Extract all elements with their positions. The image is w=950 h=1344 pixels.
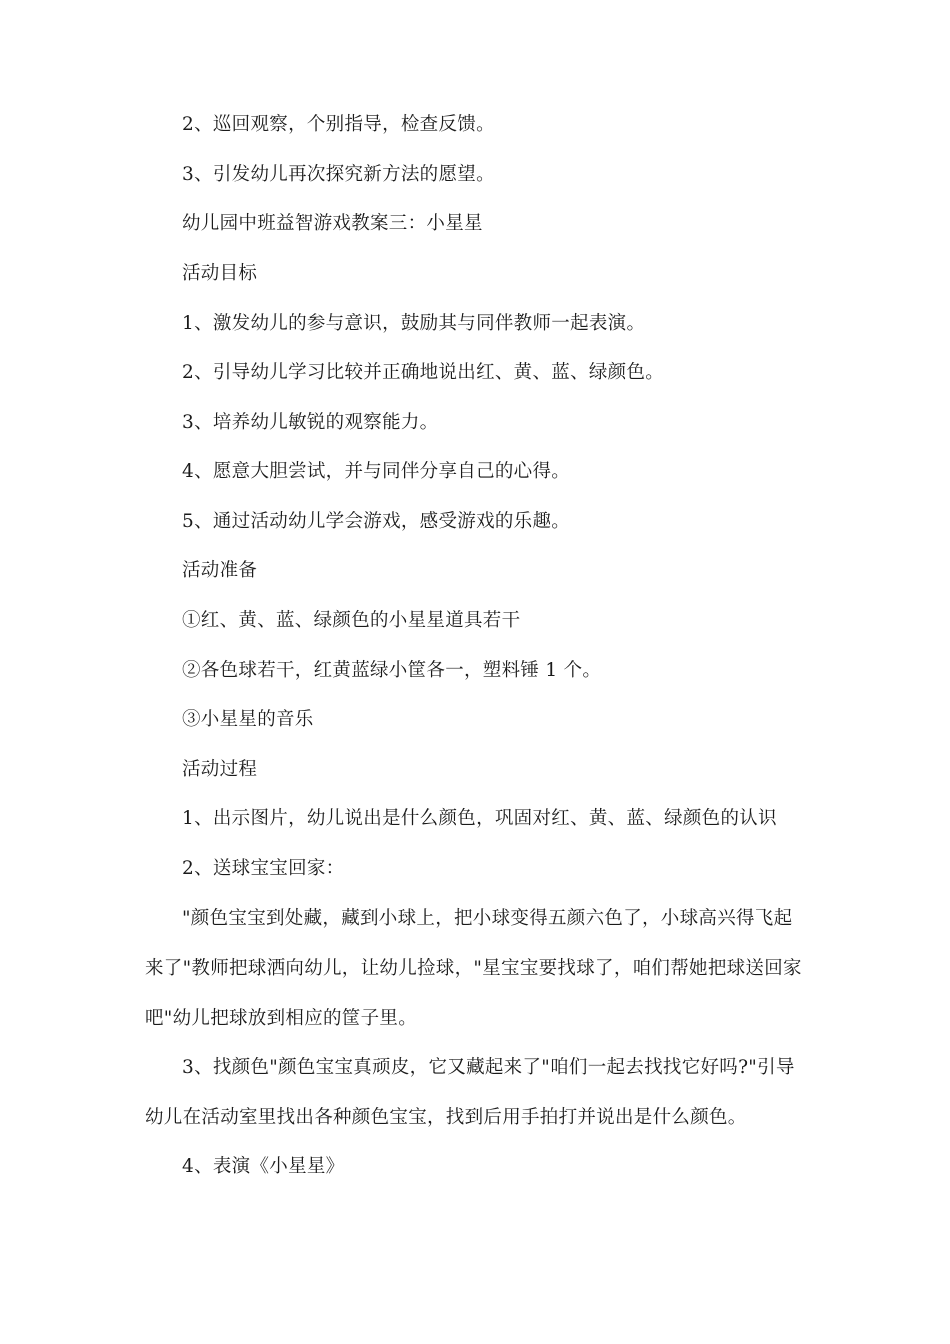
prep-item-2: ②各色球若干，红黄蓝绿小筐各一，塑料锤 1 个。 [182,660,602,681]
goal-item-1: 1、激发幼儿的参与意识，鼓励其与同伴教师一起表演。 [182,313,646,334]
process-step-2: 2、送球宝宝回家： [182,858,345,879]
process-step-2-detail: "颜色宝宝到处藏，藏到小球上，把小球变得五颜六色了，小球高兴得飞起来了"教师把球洒向幼儿，让幼儿捡球，"星宝宝要找球了，咱们帮她把球送回家吧"幼儿把球放到相应的筐子里。 [145,908,802,1029]
heading-activity-goals: 活动目标 [182,263,258,284]
goal-item-4: 4、愿意大胆尝试，并与同伴分享自己的心得。 [182,461,571,482]
paragraph-step-3-inspire: 3、引发幼儿再次探究新方法的愿望。 [182,164,495,185]
process-step-4: 4、表演《小星星》 [182,1156,345,1177]
heading-activity-preparation: 活动准备 [182,560,258,581]
goal-item-2: 2、引导幼儿学习比较并正确地说出红、黄、蓝、绿颜色。 [182,362,665,383]
prep-item-3: ③小星星的音乐 [182,709,314,730]
section-title-little-star: 幼儿园中班益智游戏教案三：小星星 [182,213,483,234]
goal-item-3: 3、培养幼儿敏锐的观察能力。 [182,412,439,433]
goal-item-5: 5、通过活动幼儿学会游戏，感受游戏的乐趣。 [182,511,571,532]
process-step-3: 3、找颜色"颜色宝宝真顽皮，它又藏起来了"咱们一起去找找它好吗?"引导幼儿在活动室里找出各种颜色宝宝，找到后用手拍打并说出是什么颜色。 [145,1057,795,1128]
process-step-1: 1、出示图片，幼儿说出是什么颜色，巩固对红、黄、蓝、绿颜色的认识 [182,808,777,829]
paragraph-step-2-patrol: 2、巡回观察，个别指导，检查反馈。 [182,114,495,135]
prep-item-1: ①红、黄、蓝、绿颜色的小星星道具若干 [182,610,521,631]
heading-activity-process: 活动过程 [182,759,258,780]
